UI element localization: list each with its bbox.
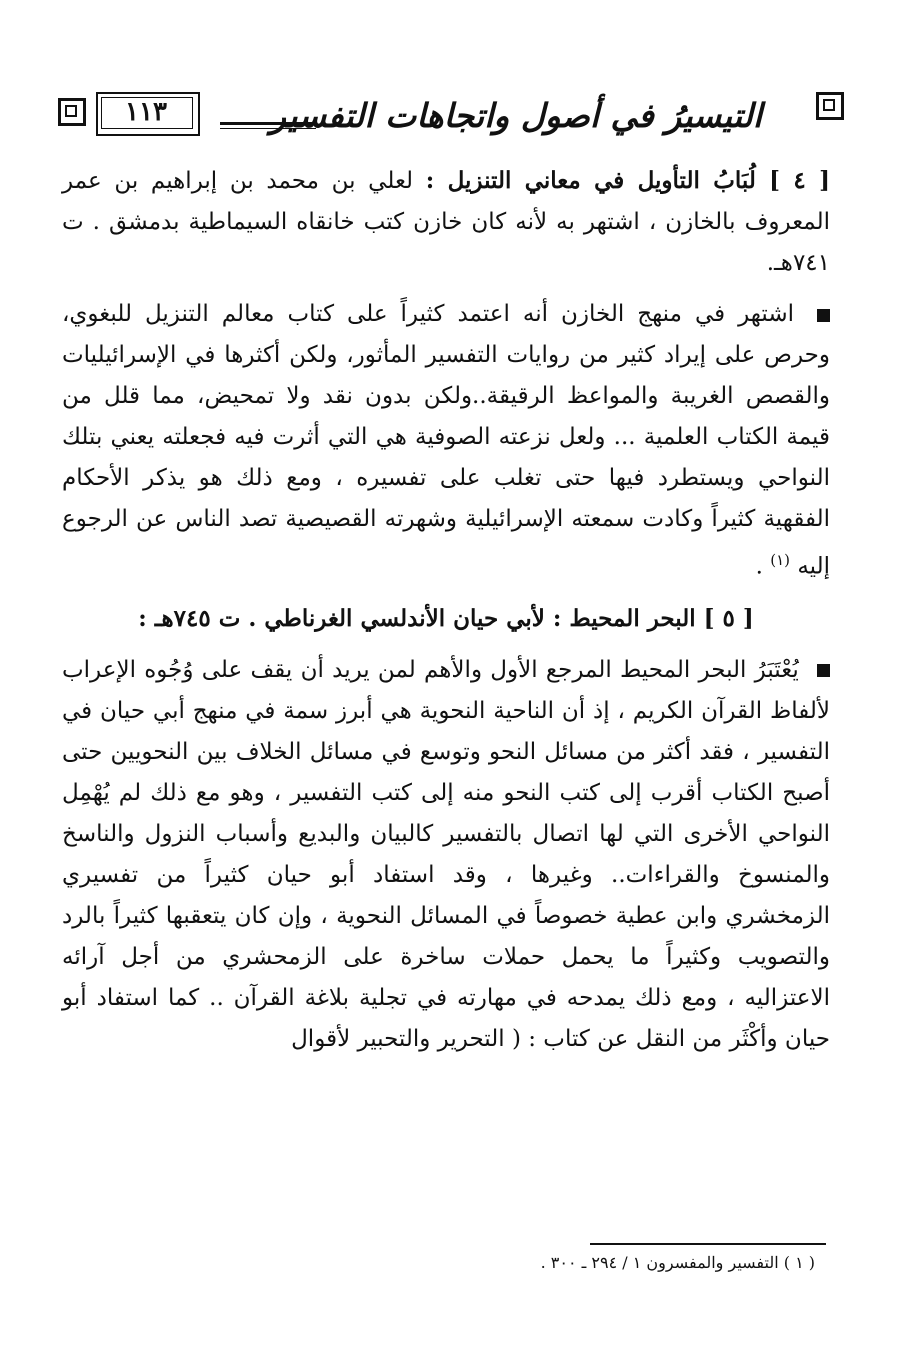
section-4-end: .	[755, 553, 763, 580]
footnote-ref: (١)	[770, 551, 791, 569]
running-title: التيسيرُ في أصول واتجاهات التفسير	[270, 96, 762, 135]
section-5-body-paragraph	[62, 650, 830, 1060]
section-4-body: اشتهر في منهج الخازن أنه اعتمد كثيراً على كتاب معالم التنزيل للبغوي، وحرص على إيراد كثير من روايات التفسير المأثور، ولكن أكثرها في الإسرائيليات والقصص الغريبة والمواعظ الرقيقة..ولكن بدون نقد ولا تمحيض، مما قلل من قيمة الكتاب العلمية ... ولعل نزعته الصوفية هي التي أثرت فيه فجعلته يعني بتلك النواحي ويستطرد فيها حتى تغلب على تفسيره ، ومع ذلك هو يذكر الأحكام الفقهية كثيراً وكادت سمعته الإسرائيلية وشهرته القصيصية تصد الناس عن الرجوع إليه	[62, 301, 830, 580]
right-ornament-icon	[816, 92, 844, 120]
page-header	[58, 88, 844, 146]
section-4-intro-paragraph	[62, 160, 830, 284]
footnote: ( ١ ) التفسير والمفسرون ١ / ٢٩٤ ـ ٣٠٠ .	[540, 1253, 815, 1272]
page-number: ١١٣	[125, 97, 167, 127]
section-4-intro: لعلي بن محمد بن إبراهيم بن عمر المعروف بالخازن ، اشتهر به لأنه كان خازن كتب خانقاه السيماطية بدمشق . ت ٧٤١هـ.	[62, 168, 831, 276]
section-5-heading: [ ٥ ] البحر المحيط : لأبي حيان الأندلسي الغرناطي . ت ٧٤٥هـ :	[138, 604, 754, 632]
page-number-frame	[66, 92, 196, 136]
section-4-heading: [ ٤ ] لُبَابُ التأويل في معاني التنزيل :	[425, 167, 831, 194]
bullet-square-icon	[817, 309, 830, 322]
section-4-body-paragraph	[62, 294, 830, 588]
section-5-body: يُعْتَبَرُ البحر المحيط المرجع الأول والأهم لمن يريد أن يقف على وُجُوه الإعراب لألفاظ القرآن الكريم ، إذ أن الناحية النحوية هي أبرز سمة في منهج أبي حيان في التفسير ، فقد أكثر من مسائل النحو وتوسع في مسائل الخلاف بين النحويين حتى أصبح الكتاب أقرب إلى كتب النحو منه إلى كتب التفسير ، وهو مع ذلك لم يُهْمِل النواحي الأخرى التي لها اتصال بالتفسير كالبيان والبديع وأسباب النزول والناسخ والمنسوخ والقراءات.. وغيرها ، وقد استفاد أبو حيان كثيراً من تفسيري الزمخشري وابن عطية خصوصاً في المسائل النحوية ، وإن كان يتعقبها كثيراً بالرد والتصويب وكثيراً ما يحمل حملات ساخرة على الزمحشري من أجل آرائه الاعتزاليه ، ومع ذلك يمدحه في مهارته في تجلية بلاغة القرآن .. كما استفاد أبو حيان وأكْثَر من النقل عن كتاب : ( التحرير والتحبير لأقوال	[62, 656, 830, 1052]
section-5-heading-paragraph	[62, 598, 830, 640]
footnote-separator	[590, 1243, 826, 1245]
bullet-square-icon	[817, 664, 830, 677]
page-body	[62, 160, 830, 1070]
